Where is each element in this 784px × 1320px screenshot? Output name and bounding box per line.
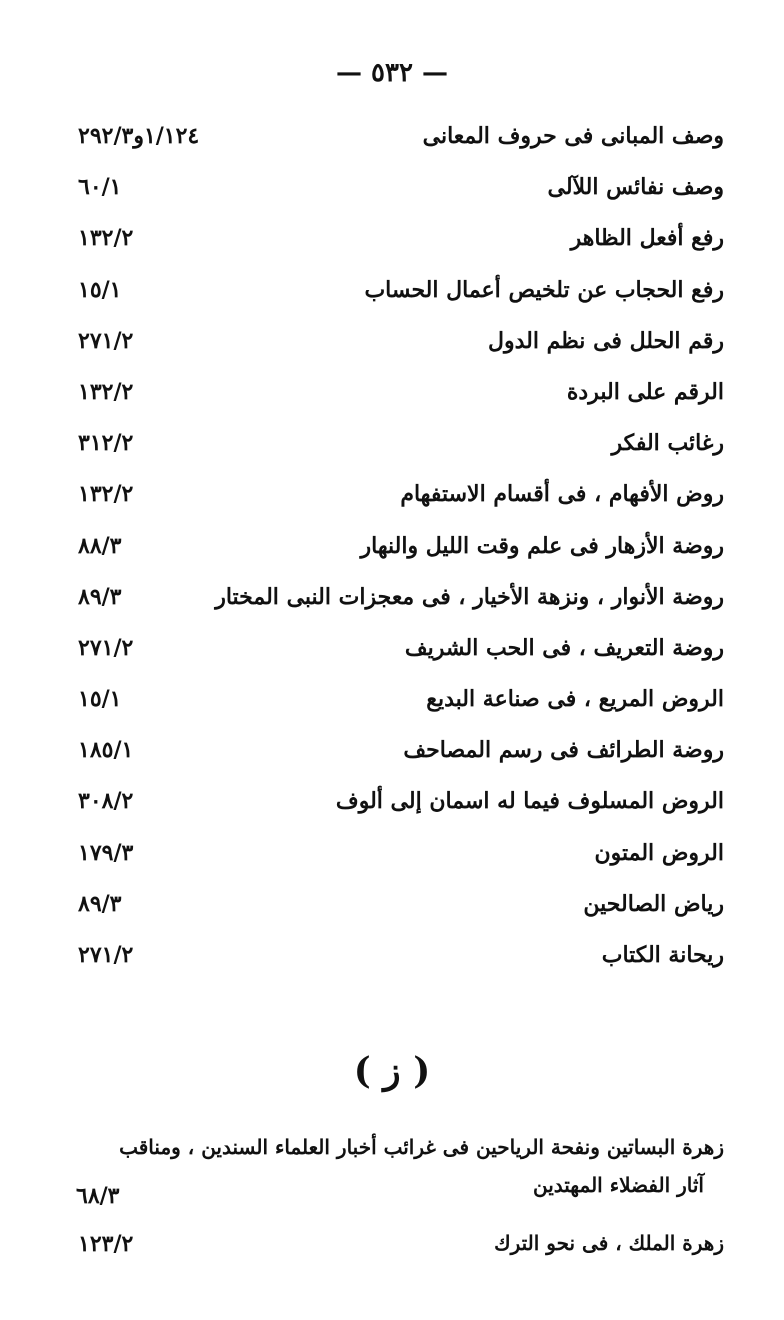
- entry-title: روضة الأنوار ، ونزهة الأخيار ، فى معجزات النبى المختار: [215, 583, 724, 610]
- entry-reference: ٨٩/٣: [78, 583, 122, 610]
- entry-reference: ١٧٩/٣: [78, 839, 134, 866]
- entry-reference: ١٣٢/٢: [78, 481, 134, 508]
- entry-reference: ٨٩/٣: [78, 890, 122, 917]
- index-entry: [0, 578, 784, 629]
- entry-reference: ٢٧١/٢: [78, 634, 134, 661]
- index-entry: [0, 475, 784, 526]
- entry-title: رغائب الفكر: [611, 430, 724, 457]
- entry-reference: ٢٧١/٢: [78, 942, 134, 968]
- page-number: — ٥٣٢ —: [335, 58, 449, 88]
- index-entry: [0, 834, 784, 885]
- index-entry: [0, 219, 784, 270]
- index-entry: [0, 373, 784, 424]
- index-entry: [0, 731, 784, 782]
- entry-reference: ٦٨/٣: [76, 1183, 120, 1209]
- index-entry: [0, 424, 784, 475]
- index-entries: [0, 117, 784, 987]
- entry-reference: ١٥/١: [78, 686, 122, 713]
- entry-title: روضة التعريف ، فى الحب الشريف: [404, 634, 724, 661]
- index-entry: [0, 936, 784, 987]
- index-entry: [0, 117, 784, 168]
- entry-title: روضة الطرائف فى رسم المصاحف: [403, 737, 724, 764]
- index-entry: [0, 271, 784, 322]
- entry-reference: ١٣٢/٢: [78, 225, 134, 252]
- index-entry: [0, 168, 784, 219]
- entry-title: زهرة الملك ، فى نحو الترك: [494, 1231, 724, 1255]
- entry-reference: ٨٨/٣: [78, 532, 122, 559]
- entry-reference: ١٢٣/٢: [78, 1231, 134, 1257]
- entry-title: وصف نفائس اللآلى: [547, 174, 724, 201]
- entry-reference: ٣١٢/٢: [78, 430, 134, 457]
- index-entry: [0, 322, 784, 373]
- index-entry: [0, 527, 784, 578]
- entry-title: الروض المريع ، فى صناعة البديع: [426, 686, 724, 713]
- entry-title: رياض الصالحين: [583, 890, 724, 917]
- index-entry: [0, 885, 784, 936]
- entry-reference: ١٣٢/٢: [78, 378, 134, 405]
- entry-title: رقم الحلل فى نظم الدول: [487, 327, 724, 354]
- entry-title: وصف المبانى فى حروف المعانى: [422, 123, 724, 149]
- index-entry: [0, 680, 784, 731]
- entry-reference: ١٨٥/١: [78, 737, 134, 764]
- entry-title: رفع الحجاب عن تلخيص أعمال الحساب: [364, 276, 724, 303]
- entry-title: الروض المسلوف فيما له اسمان إلى ألوف: [335, 788, 724, 815]
- entry-reference: ٦٠/١: [78, 174, 122, 201]
- index-entry: [0, 629, 784, 680]
- entry-title: روضة الأزهار فى علم وقت الليل والنهار: [360, 532, 724, 559]
- section-heading: ( ز ): [353, 1050, 431, 1092]
- entry-title-line2: آثار الفضلاء المهتدين: [532, 1173, 704, 1197]
- entry-title: روض الأفهام ، فى أقسام الاستفهام: [400, 481, 724, 508]
- entry-reference: ٣٠٨/٢: [78, 788, 134, 815]
- index-entry: [0, 782, 784, 833]
- entry-reference: ٢٧١/٢: [78, 327, 134, 354]
- entry-title: ريحانة الكتاب: [601, 942, 724, 968]
- entry-title: رفع أفعل الظاهر: [570, 225, 724, 252]
- entry-reference: ١٥/١: [78, 276, 122, 303]
- entry-title-line1: زهرة البساتين ونفحة الرياحين فى غرائب أخبار العلماء السندين ، ومناقب: [119, 1135, 724, 1159]
- entry-title: الروض المتون: [594, 839, 724, 866]
- entry-title: الرقم على البردة: [566, 378, 724, 405]
- entry-reference: ١/١٢٤و٢٩٢/٣: [78, 123, 200, 149]
